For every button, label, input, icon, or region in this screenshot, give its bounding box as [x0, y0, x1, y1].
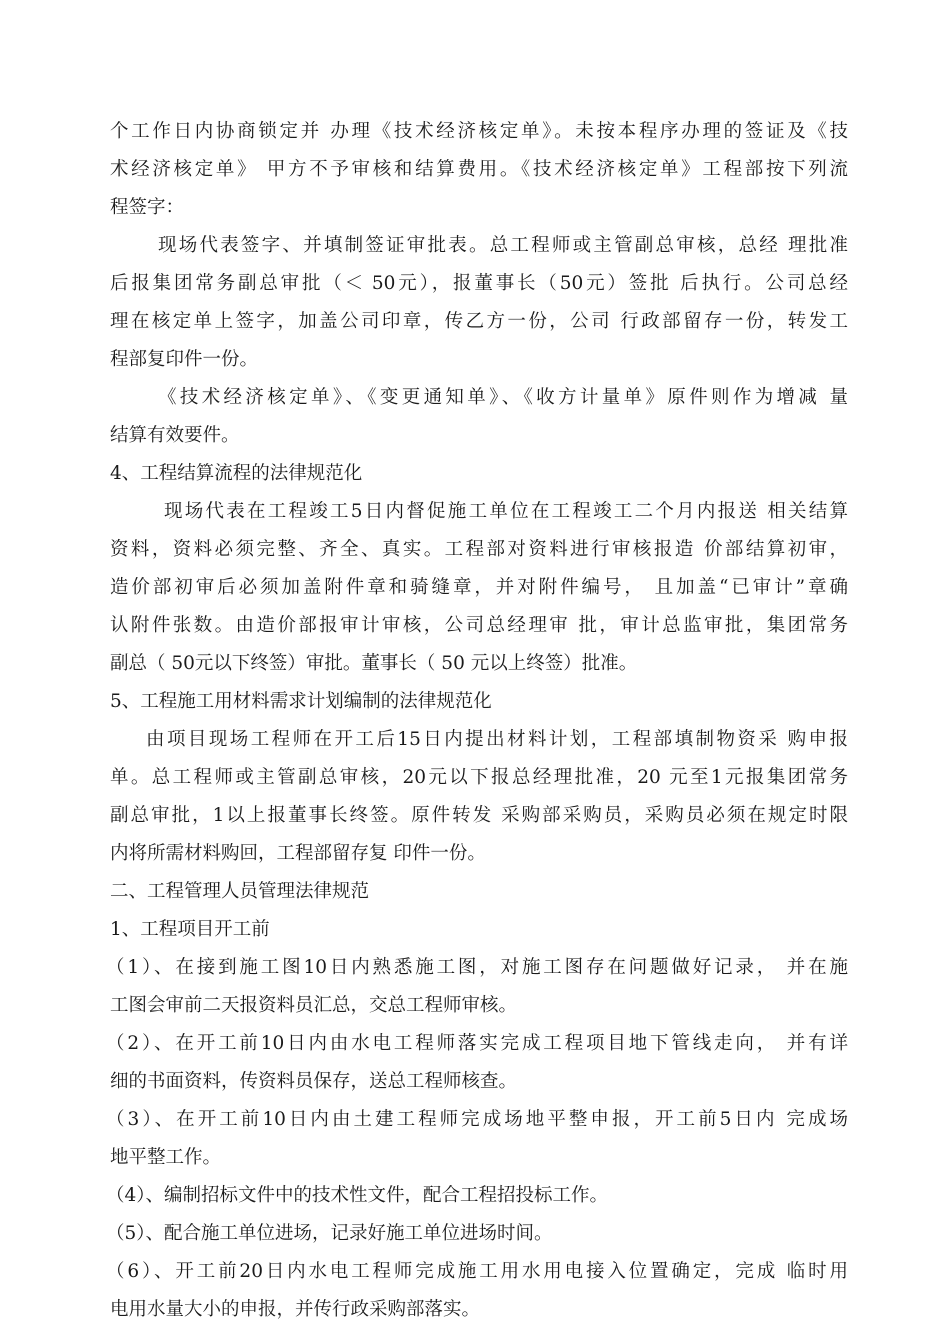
text-line: 现场代表签字、并填制签证审批表。总工程师或主管副总审核，总经 理批准	[158, 235, 848, 256]
text-line: 认附件张数。由造价部报审计审核，公司总经理审 批，审计总监审批，集团常务	[110, 615, 848, 636]
text-line: 个工作日内协商锁定并 办理《技术经济核定单》。未按本程序办理的签证及《技	[110, 121, 848, 142]
section-heading: 4、工程结算流程的法律规范化	[110, 463, 363, 484]
text-line: 单。总工程师或主管副总审核，20元以下报总经理批准，20 元至1元报集团常务	[110, 767, 848, 788]
text-line: 程部复印件一份。	[110, 349, 259, 370]
text-line: 内将所需材料购回，工程部留存复 印件一份。	[110, 843, 486, 864]
text-line: 地平整工作。	[110, 1147, 222, 1168]
document-page	[106, 113, 848, 1329]
section-heading: 二、工程管理人员管理法律规范	[110, 881, 370, 902]
list-item: （6）、开工前20日内水电工程师完成施工用水用电接入位置确定，完成 临时用	[106, 1261, 848, 1282]
text-line: 资料，资料必须完整、齐全、真实。工程部对资料进行审核报造 价部结算初审，	[110, 539, 848, 560]
text-line: 副总（ 50元以下终签）审批。董事长（ 50 元以上终签）批准。	[110, 653, 638, 674]
list-item: （3）、在开工前10日内由土建工程师完成场地平整申报，开工前5日内 完成场	[106, 1109, 848, 1130]
text-line: 《技术经济核定单》、《变更通知单》、《收方计量单》原件则作为增减 量	[158, 387, 848, 408]
text-line: 理在核定单上签字，加盖公司印章，传乙方一份，公司 行政部留存一份，转发工	[110, 311, 848, 332]
list-item: （5）、配合施工单位进场，记录好施工单位进场时间。	[106, 1223, 553, 1244]
text-line: 结算有效要件。	[110, 425, 240, 446]
subsection-heading: 1、工程项目开工前	[110, 919, 270, 940]
list-item: （4）、编制招标文件中的技术性文件，配合工程招投标工作。	[106, 1185, 609, 1206]
text-line: 细的书面资料，传资料员保存，送总工程师核查。	[110, 1071, 518, 1092]
text-line: 术经济核定单》 甲方不予审核和结算费用。《技术经济核定单》工程部按下列流	[110, 159, 848, 180]
section-heading: 5、工程施工用材料需求计划编制的法律规范化	[110, 691, 492, 712]
text-line: 程签字：	[110, 197, 185, 218]
text-line: 由项目现场工程师在开工后15日内提出材料计划，工程部填制物资采 购申报	[146, 729, 848, 750]
text-line: 工图会审前二天报资料员汇总，交总工程师审核。	[110, 995, 518, 1016]
text-line: 副总审批，1以上报董事长终签。原件转发 采购部采购员，采购员必须在规定时限	[110, 805, 848, 826]
text-line: 造价部初审后必须加盖附件章和骑缝章，并对附件编号， 且加盖“已审计”章确	[110, 577, 848, 598]
text-line: 现场代表在工程竣工5日内督促施工单位在工程竣工二个月内报送 相关结算	[164, 501, 848, 522]
list-item: （2）、在开工前10日内由水电工程师落实完成工程项目地下管线走向， 并有详	[106, 1033, 848, 1054]
text-line: 电用水量大小的申报，并传行政采购部落实。	[110, 1299, 481, 1320]
text-line: 后报集团常务副总审批（＜ 50元），报董事长（50元）签批 后执行。公司总经	[110, 273, 848, 294]
list-item: （1）、在接到施工图10日内熟悉施工图，对施工图存在问题做好记录， 并在施	[106, 957, 848, 978]
